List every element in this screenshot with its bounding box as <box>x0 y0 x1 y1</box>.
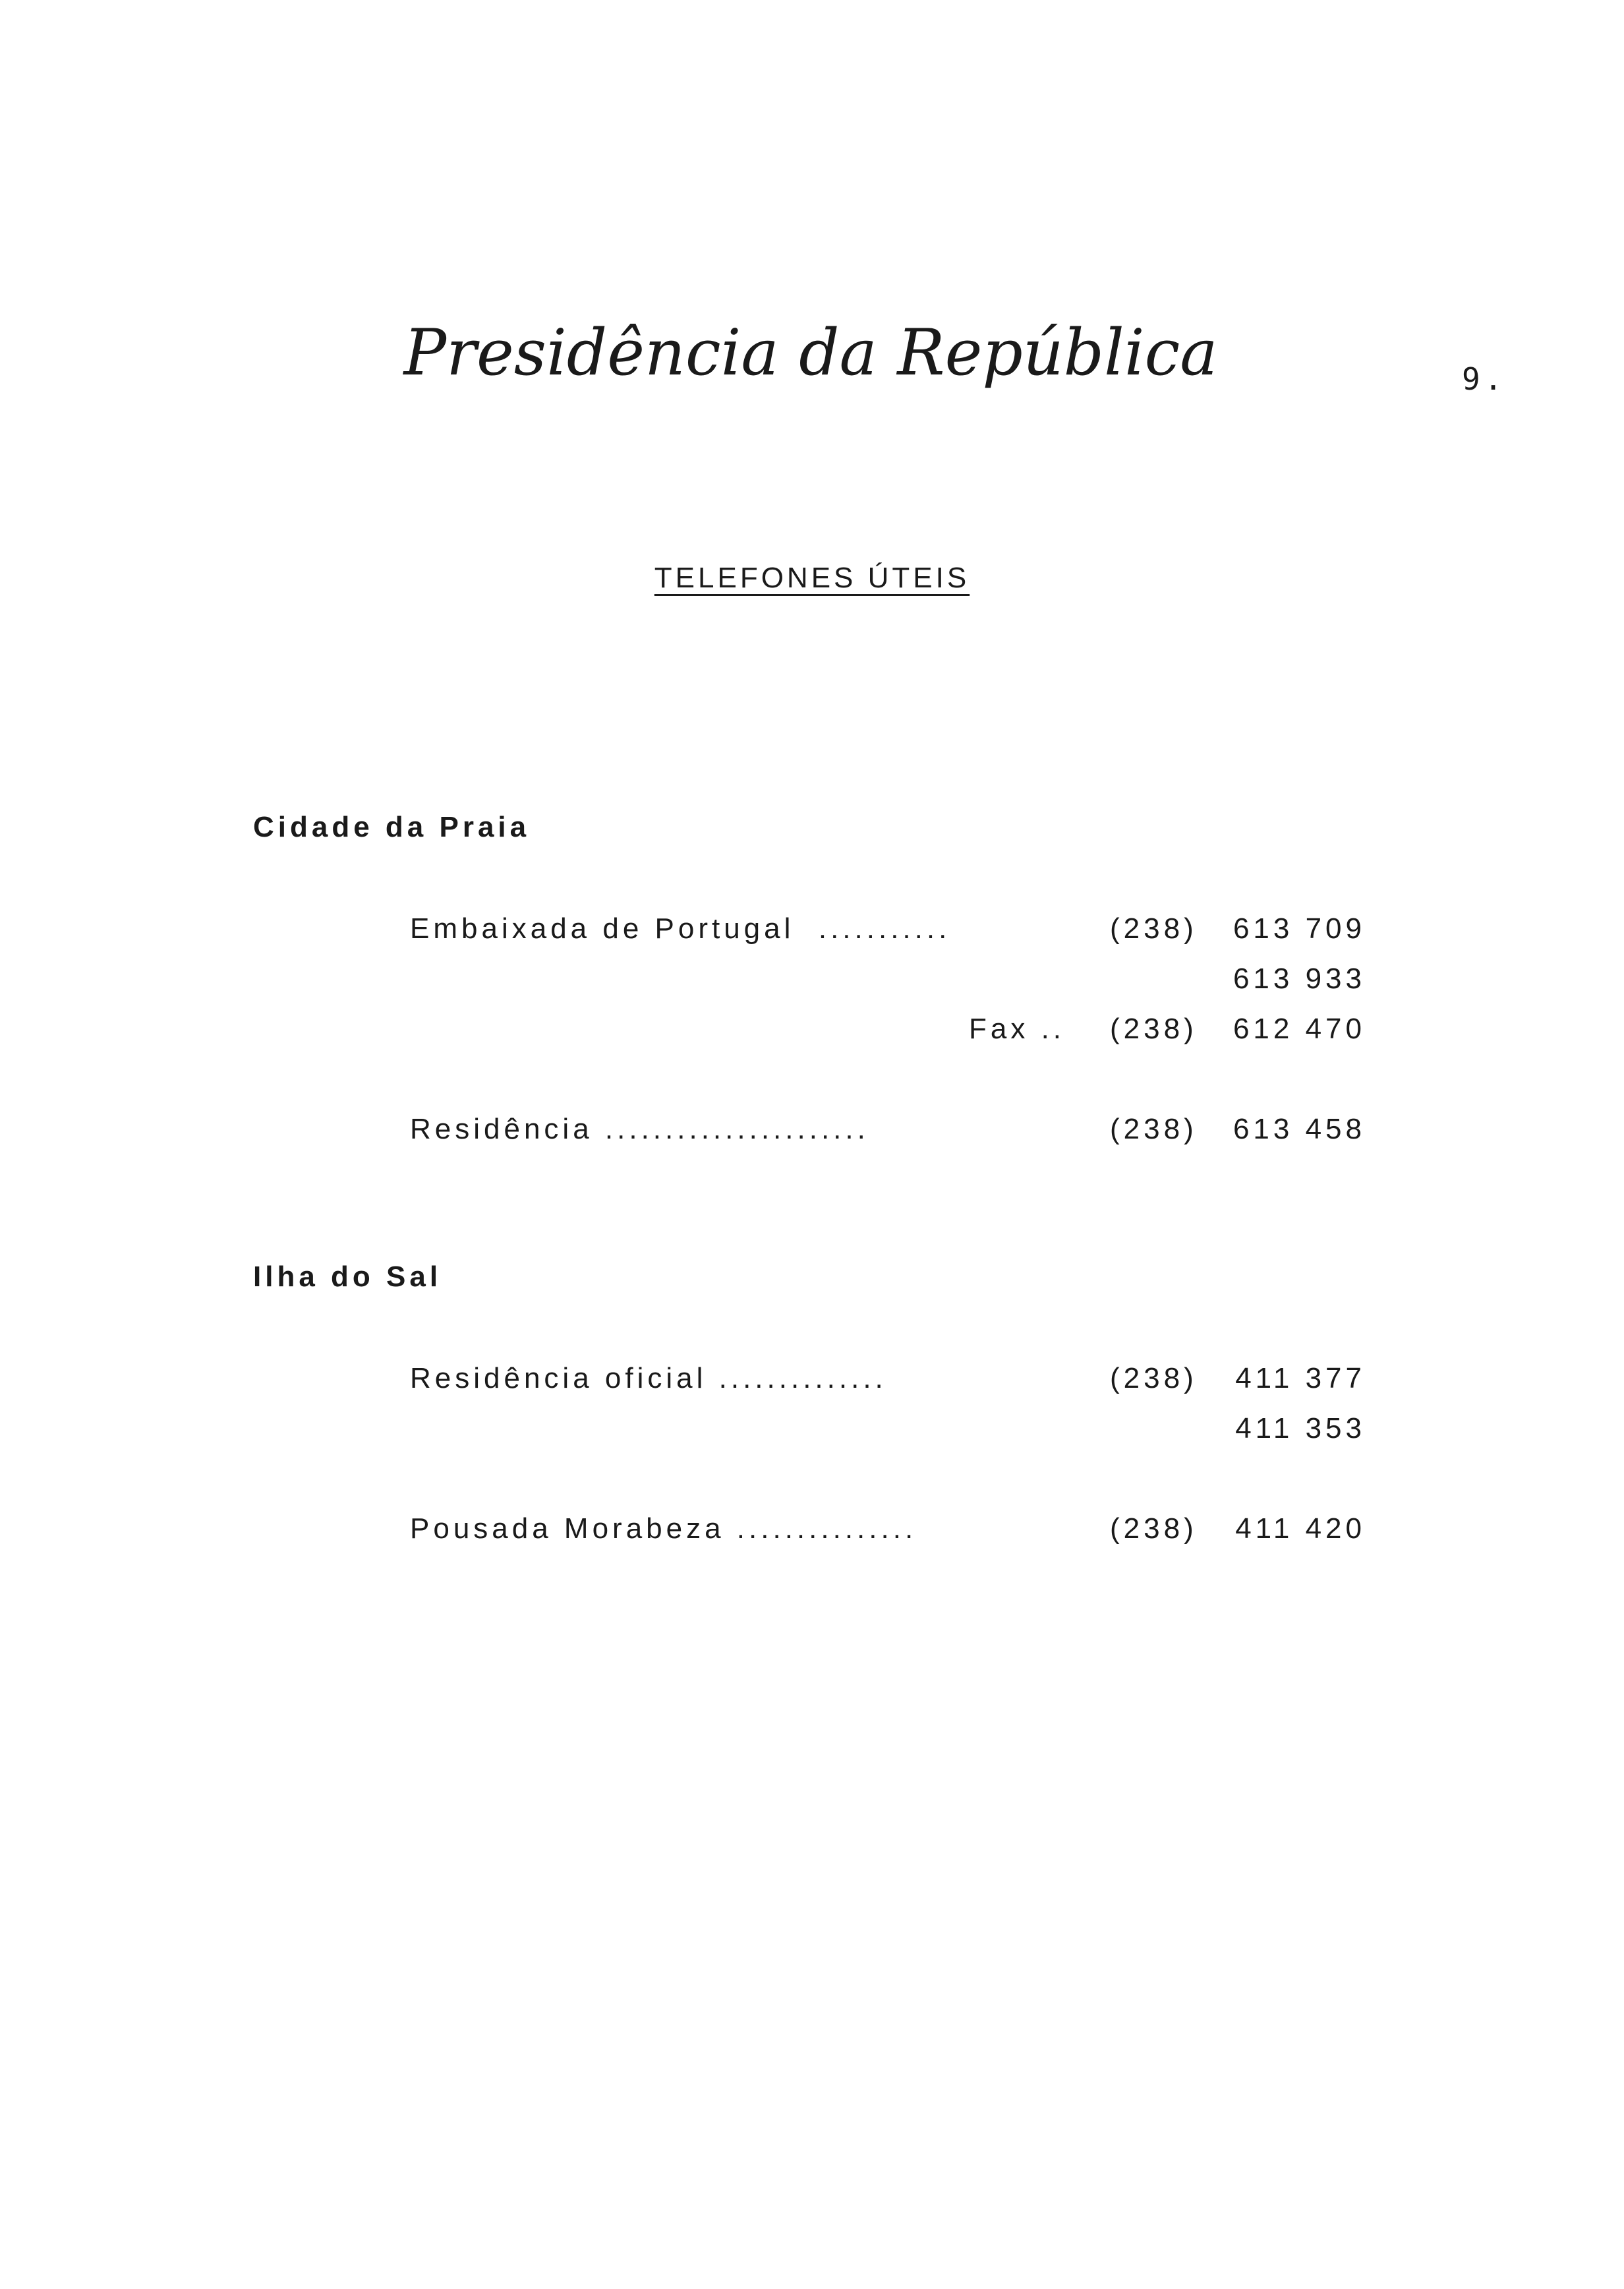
list-item <box>410 1412 1366 1452</box>
page-title: TELEFONES ÚTEIS <box>654 562 970 594</box>
list-item <box>410 1512 1366 1552</box>
list-item <box>410 1013 1366 1052</box>
phone-number: 411 377 <box>1235 1362 1366 1394</box>
entry-label: Residência oficial .............. <box>410 1362 887 1394</box>
area-code: (238) <box>1110 912 1198 945</box>
page-number: 9. <box>1462 361 1507 397</box>
area-code: (238) <box>1110 1113 1198 1145</box>
letterhead-text: Presidência da República <box>403 316 1218 390</box>
phone-number: 613 458 <box>1232 1113 1366 1145</box>
entry-label: Residência ...................... <box>410 1113 869 1145</box>
list-item <box>410 963 1366 1002</box>
phone-number: 411 420 <box>1235 1512 1366 1545</box>
entry-label: Embaixada de Portugal ........... <box>410 912 951 945</box>
phone-number: 411 353 <box>1235 1412 1366 1444</box>
area-code: (238) <box>1110 1013 1198 1045</box>
phone-number: 612 470 <box>1232 1013 1366 1045</box>
entry-label: Pousada Morabeza ............... <box>410 1512 917 1545</box>
letterhead <box>403 310 1218 402</box>
section-heading-cidade-da-praia: Cidade da Praia <box>253 811 531 843</box>
area-code: (238) <box>1110 1512 1198 1545</box>
letterhead-script <box>403 310 1218 402</box>
phone-number: 613 933 <box>1232 963 1366 995</box>
fax-label: Fax .. <box>969 1013 1066 1045</box>
phone-number: 613 709 <box>1232 912 1366 945</box>
list-item <box>410 1362 1366 1402</box>
list-item <box>410 1113 1366 1152</box>
list-item <box>410 912 1366 952</box>
area-code: (238) <box>1110 1362 1198 1394</box>
section-heading-ilha-do-sal: Ilha do Sal <box>253 1261 442 1293</box>
